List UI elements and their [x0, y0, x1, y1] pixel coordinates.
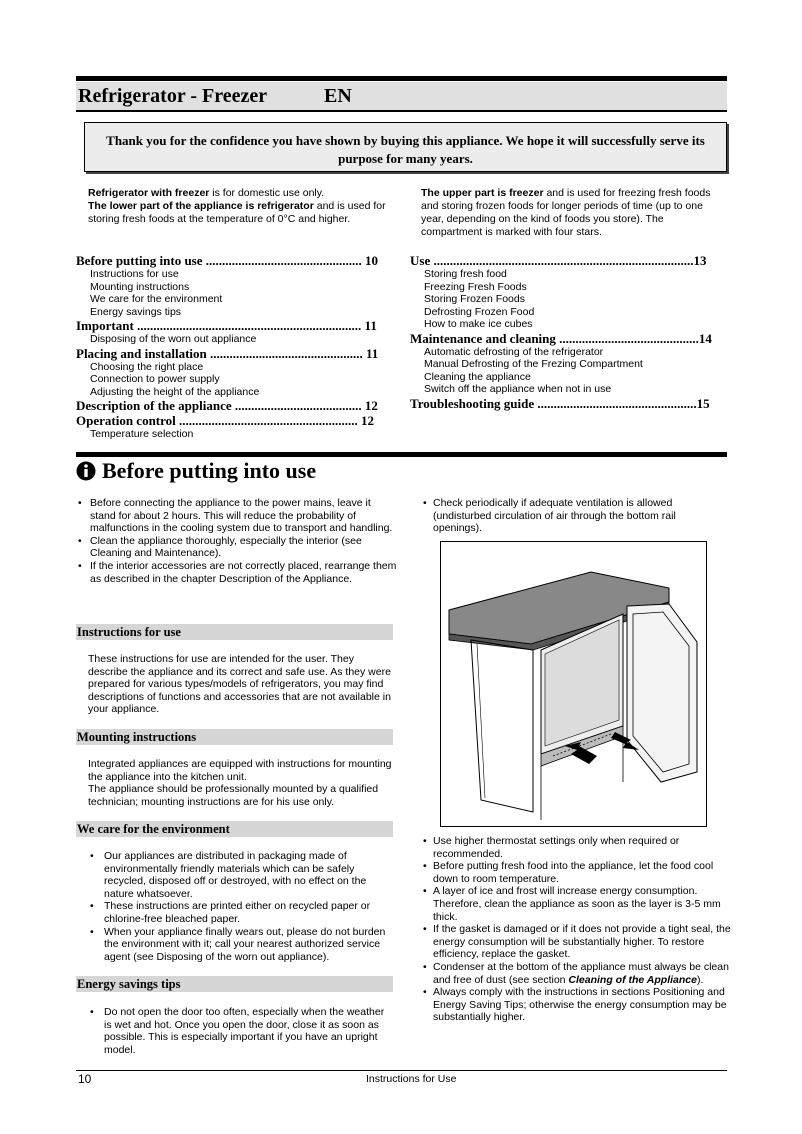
toc-sub[interactable]: Temperature selection: [90, 428, 194, 440]
toc-entry[interactable]: Maintenance and cleaning ...........................................14: [410, 330, 712, 346]
toc-entry[interactable]: Description of the appliance ....................................... 12: [76, 398, 378, 413]
list-item: • Check periodically if adequate ventilation is allowed (undisturbed circulation of air through the bottom rail openings).: [421, 497, 727, 535]
mounting-text-2: The appliance should be professionally mounted by a qualified technician; mounting instructions are for his use only.: [88, 783, 379, 808]
toc-entry[interactable]: Before putting into use ................................................ 10: [76, 253, 379, 268]
thank-you-box: Thank you for the confidence you have shown by buying this appliance. We hope it will successfully serve its purpose for many years.: [84, 122, 727, 172]
bullet-text: If the gasket is damaged or if it does not provide a tight seal, the energy consumption will be substantially higher. To restore efficiency, replace the gasket.: [433, 923, 731, 961]
toc-right: [410, 253, 727, 411]
toc-page: 12: [364, 398, 378, 413]
toc-title: Use: [410, 253, 431, 268]
list-item: [421, 961, 731, 986]
toc-sub[interactable]: We care for the environment: [90, 293, 223, 305]
section-title: Before putting into use: [102, 458, 317, 483]
info-icon: [76, 461, 96, 481]
installation-illustration: [440, 541, 707, 827]
toc-sub[interactable]: Cleaning the appliance: [424, 370, 531, 383]
toc-title: Operation control: [76, 413, 176, 428]
toc-sub[interactable]: Manual Defrosting of the Frezing Compartment: [424, 358, 643, 370]
bullet-text: Condenser at the bottom of the appliance must always be clean and free of dust (see section: [433, 960, 729, 986]
toc-page: 11: [366, 345, 379, 361]
toc-entry[interactable]: Placing and installation ............................................... 11: [76, 345, 379, 361]
toc-page: 10: [365, 253, 379, 268]
list-item: • Before connecting the appliance to the power mains, leave it stand for about 2 hours. This will reduce the probability of malfunctions in the cooling system due to transport and handling.: [76, 497, 398, 535]
list-item: [421, 986, 731, 1024]
intro-left: [88, 187, 393, 226]
list-item: • These instructions are printed either on recycled paper or chlorine-free bleached paper.: [88, 900, 394, 925]
intro-right: [421, 187, 726, 239]
toc-sub[interactable]: Freezing Fresh Foods: [424, 280, 527, 293]
toc-page: 11: [364, 318, 377, 333]
toc-title: Description of the appliance: [76, 398, 232, 413]
header-top-rule: [76, 76, 727, 81]
list-item: • When your appliance finally wears out, please do not burden the environment with it; call your nearest authorized service agent (see Disposing of the worn out appliance).: [88, 926, 394, 964]
mounting-text: [88, 758, 394, 808]
toc-page: 15: [696, 395, 710, 411]
list-item: • Our appliances are distributed in packaging made of environmentally friendly materials which can be safely recycled, disposed off or destroyed, with no effect on the nature whatsoever.: [88, 850, 394, 900]
toc-sub[interactable]: Adjusting the height of the appliance: [90, 385, 260, 398]
toc-title: Important: [76, 318, 134, 333]
toc-page: 14: [698, 330, 712, 346]
section-rule: [76, 452, 727, 457]
bullet-tail: ).: [696, 973, 704, 986]
intro-right-bold: The upper part is freezer: [421, 187, 544, 199]
toc-sub[interactable]: Instructions for use: [90, 268, 179, 280]
toc-entry[interactable]: Operation control ....................................................... 12: [76, 413, 375, 428]
environment-bullets: [88, 850, 394, 963]
list-item: [421, 860, 731, 885]
toc-sub[interactable]: Storing fresh food: [424, 268, 507, 280]
toc-title: Placing and installation: [76, 345, 207, 361]
appliance-drawing: [441, 542, 706, 826]
instructions-text: These instructions for use are intended for the user. They describe the appliance and its correct and safe use. As they were prepared for various types/models of refrigerators, you may find descriptions of functions and accessories that are not available in your appliance.: [88, 653, 391, 716]
toc-sub[interactable]: Choosing the right place: [90, 360, 204, 373]
toc-left: [76, 253, 394, 441]
list-item: • If the interior accessories are not correctly placed, rearrange them as described in the chapter Description of the Appliance.: [76, 560, 398, 585]
heading-environment: We care for the environment: [76, 821, 393, 837]
left-bullets: [76, 497, 398, 585]
intro-left-bold-1: Refrigerator with freezer: [88, 187, 210, 199]
list-item: • Do not open the door too often, especially when the weather is wet and hot. Once you open the door, close it as soon as possible. This is especially important if you have an upright model.: [88, 1006, 394, 1056]
mounting-text-1: Integrated appliances are equipped with instructions for mounting the appliance into the kitchen unit.: [88, 758, 392, 783]
list-item: [421, 835, 731, 860]
toc-title: Maintenance and cleaning: [410, 330, 556, 346]
toc-entry[interactable]: Use ................................................................................13: [410, 253, 707, 268]
heading-instructions: Instructions for use: [76, 624, 393, 640]
energy-bullets: [88, 1006, 394, 1056]
toc-entry[interactable]: Troubleshooting guide .................................................15: [410, 395, 710, 411]
language-code: EN: [324, 85, 352, 107]
header-bar: [76, 82, 727, 112]
list-item: [421, 923, 731, 961]
toc-sub[interactable]: Defrosting Frozen Food: [424, 305, 535, 318]
bullet-text: A layer of ice and frost will increase energy consumption. Therefore, clean the appliance as soon as the layer is 3-5 mm thick.: [433, 885, 721, 923]
bullet-text: Before putting fresh food into the appliance, let the food cool down to room temperature.: [433, 860, 714, 885]
heading-energy: Energy savings tips: [76, 976, 393, 992]
toc-title: Troubleshooting guide: [410, 395, 535, 411]
toc-entry[interactable]: Important ..................................................................... 11: [76, 318, 377, 333]
heading-mounting: Mounting instructions: [76, 729, 393, 745]
list-item: [421, 885, 731, 923]
toc-sub[interactable]: Disposing of the worn out appliance: [90, 333, 257, 345]
toc-sub[interactable]: Mounting instructions: [90, 280, 190, 293]
toc-title: Before putting into use: [76, 253, 203, 268]
toc-sub[interactable]: Energy savings tips: [90, 305, 182, 318]
list-item: • Clean the appliance thoroughly, especially the interior (see Cleaning and Maintenance).: [76, 535, 398, 560]
right-bullet-top: [421, 497, 727, 535]
page-number: 10: [78, 1072, 92, 1086]
intro-left-text-1: is for domestic use only.: [209, 187, 325, 199]
toc-page: 12: [361, 413, 375, 428]
toc-sub[interactable]: Connection to power supply: [90, 373, 220, 385]
footer-label: Instructions for Use: [366, 1073, 457, 1085]
bullet-emphasis: Cleaning of the Appliance: [568, 973, 697, 986]
footer-rule: [76, 1070, 727, 1071]
bullet-text: Always comply with the instructions in sections Positioning and Energy Saving Tips; otherwise the energy consumption may be substantially higher.: [433, 986, 727, 1024]
intro-right-text: and is used for freezing fresh foods and storing frozen foods for longer periods of time (up to one year, depending on the kind of foods you store). The compartment is marked with four stars.: [421, 187, 711, 238]
toc-sub[interactable]: How to make ice cubes: [424, 318, 533, 330]
intro-left-text-2: and is used for storing fresh foods at the temperature of 0°C and higher.: [88, 200, 386, 225]
toc-page: 13: [693, 253, 707, 268]
toc-sub[interactable]: Switch off the appliance when not in use: [424, 383, 612, 395]
toc-sub[interactable]: Storing Frozen Foods: [424, 293, 525, 305]
section-heading: [76, 458, 316, 484]
right-bullets: [421, 835, 731, 1024]
bullet-text: Use higher thermostat settings only when required or recommended.: [433, 835, 680, 860]
page-title: Refrigerator - Freezer: [78, 85, 268, 107]
intro-left-bold-2: The lower part of the appliance is refrigerator: [88, 200, 314, 212]
toc-sub[interactable]: Automatic defrosting of the refrigerator: [424, 345, 604, 358]
